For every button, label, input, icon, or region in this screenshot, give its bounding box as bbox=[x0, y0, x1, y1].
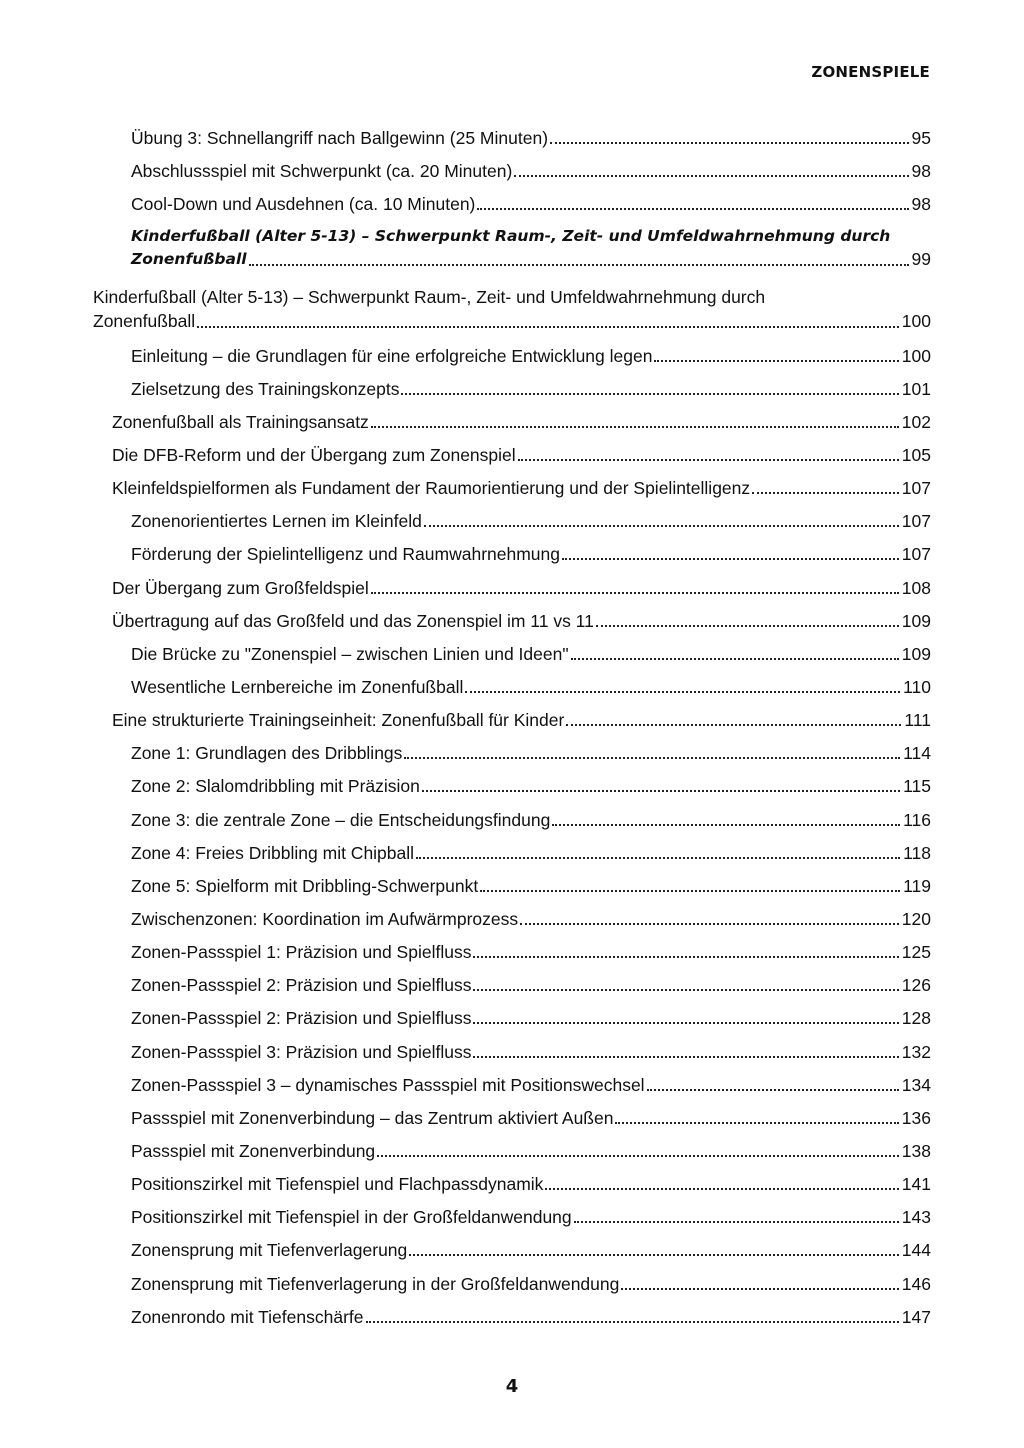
toc-entry-page: 101 bbox=[901, 378, 931, 399]
toc-entry-page: 107 bbox=[901, 478, 931, 499]
toc-entry-title: Kinderfußball (Alter 5-13) – Schwerpunkt Raum-, Zeit- und Umfeldwahrnehmung durch bbox=[131, 227, 891, 246]
toc-entry-title: Positionszirkel mit Tiefenspiel und Flachpassdynamik bbox=[131, 1174, 544, 1195]
toc-entry-title: Zone 2: Slalomdribbling mit Präzision bbox=[131, 776, 420, 797]
dot-leader bbox=[477, 208, 908, 210]
toc-entry-page: 107 bbox=[901, 511, 931, 532]
dot-leader bbox=[473, 956, 898, 958]
toc-entry-page: 146 bbox=[901, 1273, 931, 1294]
toc-entry-title: Einleitung – die Grundlagen für eine erfolgreiche Entwicklung legen bbox=[131, 345, 653, 366]
toc-entry[interactable] bbox=[93, 335, 931, 368]
toc-entry-title: Cool-Down und Ausdehnen (ca. 10 Minuten) bbox=[131, 194, 476, 215]
dot-leader bbox=[377, 1155, 899, 1157]
toc-entry-title: Zonen-Passspiel 2: Präzision und Spielfluss bbox=[131, 1008, 472, 1029]
dot-leader bbox=[366, 1321, 899, 1323]
dot-leader bbox=[562, 558, 899, 560]
toc-entry-page: 128 bbox=[901, 1008, 931, 1029]
toc-entry-page: 102 bbox=[901, 411, 931, 432]
dot-leader bbox=[520, 923, 899, 925]
toc-entry[interactable] bbox=[93, 1297, 931, 1330]
toc-entry-page: 107 bbox=[901, 544, 931, 565]
toc-entry[interactable] bbox=[93, 1230, 931, 1263]
dot-leader bbox=[480, 890, 900, 892]
toc-entry-title: Zone 3: die zentrale Zone – die Entscheidungsfindung bbox=[131, 809, 551, 830]
toc-entry-title: Zonen-Passspiel 3 – dynamisches Passspiel mit Positionswechsel bbox=[131, 1074, 645, 1095]
dot-leader bbox=[514, 175, 908, 177]
toc-entry[interactable] bbox=[93, 799, 931, 832]
toc-entry-page: 100 bbox=[901, 345, 931, 366]
dot-leader bbox=[574, 1221, 899, 1223]
toc-entry-title: Zonenorientiertes Lernen im Kleinfeld bbox=[131, 511, 422, 532]
toc-entry[interactable] bbox=[93, 501, 931, 534]
toc-entry-title: Zone 5: Spielform mit Dribbling-Schwerpunkt bbox=[131, 875, 479, 896]
toc-entry-page: 143 bbox=[901, 1207, 931, 1228]
dot-leader bbox=[424, 525, 899, 527]
toc-entry-page: 109 bbox=[901, 643, 931, 664]
dot-leader bbox=[647, 1089, 899, 1091]
toc-entry-title: Zonen-Passspiel 3: Präzision und Spielfluss bbox=[131, 1041, 472, 1062]
page-number: 4 bbox=[505, 1376, 519, 1397]
toc-entry-title: Kleinfeldspielformen als Fundament der Raumorientierung und der Spielintelligenz bbox=[112, 478, 751, 499]
toc-entry-chapter[interactable] bbox=[93, 273, 931, 335]
toc-entry[interactable] bbox=[93, 534, 931, 567]
toc-entry-page: 120 bbox=[901, 908, 931, 929]
toc-entry-page: 126 bbox=[901, 975, 931, 996]
toc-entry-title: Passspiel mit Zonenverbindung – das Zentrum aktiviert Außen bbox=[131, 1107, 614, 1128]
toc-entry-page: 105 bbox=[901, 444, 931, 465]
toc-entry[interactable] bbox=[93, 932, 931, 965]
toc-entry-page: 132 bbox=[901, 1041, 931, 1062]
toc-entry-title: Die Brücke zu "Zonenspiel – zwischen Linien und Ideen" bbox=[131, 643, 569, 664]
toc-entry-page: 134 bbox=[901, 1074, 931, 1095]
toc-entry-title: Zonenfußball als Trainingsansatz bbox=[112, 411, 369, 432]
toc-entry-page: 144 bbox=[901, 1240, 931, 1261]
dot-leader bbox=[518, 459, 899, 461]
dot-leader bbox=[371, 592, 899, 594]
toc-entry-title: Zone 4: Freies Dribbling mit Chipball bbox=[131, 842, 415, 863]
toc-entry[interactable] bbox=[93, 1131, 931, 1164]
toc-entry[interactable] bbox=[93, 402, 931, 435]
toc-entry[interactable] bbox=[93, 567, 931, 600]
dot-leader bbox=[473, 1022, 898, 1024]
dot-leader bbox=[566, 724, 901, 726]
toc-entry-title: Förderung der Spielintelligenz und Raumwahrnehmung bbox=[131, 544, 561, 565]
toc-entry[interactable] bbox=[93, 965, 931, 998]
toc-entry-title-continued: Zonenfußball bbox=[93, 311, 196, 332]
toc-entry-page: 116 bbox=[903, 809, 931, 830]
dot-leader bbox=[550, 142, 909, 144]
toc-entry-title: Zonensprung mit Tiefenverlagerung bbox=[131, 1240, 408, 1261]
running-header: ZONENSPIELE bbox=[811, 63, 930, 81]
toc-entry-page: 98 bbox=[911, 194, 931, 215]
toc-entry-page: 108 bbox=[901, 577, 931, 598]
dot-leader bbox=[465, 691, 900, 693]
toc-entry-title: Übertragung auf das Großfeld und das Zonenspiel im 11 vs 11 bbox=[112, 610, 594, 631]
toc-entry[interactable] bbox=[93, 667, 931, 700]
toc-entry-title: Zonenrondo mit Tiefenschärfe bbox=[131, 1306, 364, 1327]
dot-leader bbox=[654, 360, 898, 362]
dot-leader bbox=[197, 326, 899, 328]
toc-entry[interactable] bbox=[93, 118, 931, 151]
dot-leader bbox=[473, 989, 898, 991]
toc-entry-page: 118 bbox=[903, 842, 931, 863]
toc-entry[interactable] bbox=[93, 468, 931, 501]
dot-leader bbox=[371, 426, 899, 428]
toc-entry-title: Wesentliche Lernbereiche im Zonenfußball bbox=[131, 676, 464, 697]
toc-entry-page: 99 bbox=[911, 249, 931, 270]
toc-entry[interactable] bbox=[93, 1065, 931, 1098]
toc-entry-title: Eine strukturierte Trainingseinheit: Zonenfußball für Kinder bbox=[112, 710, 565, 731]
toc-entry-page: 109 bbox=[901, 610, 931, 631]
table-of-contents bbox=[93, 118, 931, 1330]
toc-entry[interactable] bbox=[93, 634, 931, 667]
toc-entry-page: 115 bbox=[903, 776, 931, 797]
toc-entry[interactable] bbox=[93, 1031, 931, 1064]
toc-entry-page: 111 bbox=[904, 710, 931, 731]
dot-leader bbox=[473, 1056, 898, 1058]
toc-entry[interactable] bbox=[93, 833, 931, 866]
toc-entry-page: 110 bbox=[903, 676, 931, 697]
toc-entry[interactable] bbox=[93, 998, 931, 1031]
toc-entry[interactable] bbox=[93, 184, 931, 217]
toc-entry-title: Zonen-Passspiel 2: Präzision und Spielfluss bbox=[131, 975, 472, 996]
dot-leader bbox=[404, 757, 900, 759]
dot-leader bbox=[552, 824, 900, 826]
toc-entry-page: 114 bbox=[903, 743, 931, 764]
toc-entry-title: Zone 1: Grundlagen des Dribblings bbox=[131, 743, 403, 764]
toc-entry[interactable] bbox=[93, 733, 931, 766]
dot-leader bbox=[596, 625, 899, 627]
toc-entry-title: Zonensprung mit Tiefenverlagerung in der Großfeldanwendung bbox=[131, 1273, 620, 1294]
toc-entry-page: 100 bbox=[901, 311, 931, 332]
toc-entry[interactable] bbox=[93, 369, 931, 402]
toc-entry[interactable] bbox=[93, 1098, 931, 1131]
toc-entry-title: Positionszirkel mit Tiefenspiel in der Großfeldanwendung bbox=[131, 1207, 572, 1228]
toc-entry[interactable] bbox=[93, 899, 931, 932]
toc-entry-page: 136 bbox=[901, 1107, 931, 1128]
toc-entry-page: 138 bbox=[901, 1140, 931, 1161]
toc-entry-heading[interactable] bbox=[93, 217, 931, 273]
toc-entry-page: 119 bbox=[903, 875, 931, 896]
dot-leader bbox=[621, 1288, 898, 1290]
dot-leader bbox=[249, 264, 909, 266]
dot-leader bbox=[545, 1188, 898, 1190]
dot-leader bbox=[416, 857, 900, 859]
toc-entry-title: Zonen-Passspiel 1: Präzision und Spielfluss bbox=[131, 942, 472, 963]
dot-leader bbox=[422, 790, 900, 792]
toc-entry-page: 141 bbox=[901, 1174, 931, 1195]
toc-entry[interactable] bbox=[93, 766, 931, 799]
toc-entry-title-continued: Zonenfußball bbox=[131, 250, 247, 269]
toc-entry[interactable] bbox=[93, 866, 931, 899]
toc-entry-page: 147 bbox=[901, 1306, 931, 1327]
toc-entry[interactable] bbox=[93, 1164, 931, 1197]
toc-entry[interactable] bbox=[93, 1197, 931, 1230]
toc-entry-page: 125 bbox=[901, 942, 931, 963]
toc-entry[interactable] bbox=[93, 151, 931, 184]
dot-leader bbox=[401, 393, 898, 395]
toc-entry-title: Abschlussspiel mit Schwerpunkt (ca. 20 Minuten) bbox=[131, 161, 513, 182]
toc-entry[interactable] bbox=[93, 1263, 931, 1296]
toc-entry-page: 98 bbox=[911, 161, 931, 182]
toc-entry[interactable] bbox=[93, 435, 931, 468]
dot-leader bbox=[752, 492, 899, 494]
toc-entry-page: 95 bbox=[911, 128, 931, 149]
dot-leader bbox=[409, 1254, 899, 1256]
toc-entry[interactable] bbox=[93, 700, 931, 733]
dot-leader bbox=[615, 1122, 898, 1124]
dot-leader bbox=[571, 658, 899, 660]
toc-entry-title: Zielsetzung des Trainingskonzepts bbox=[131, 378, 400, 399]
toc-entry-title: Kinderfußball (Alter 5-13) – Schwerpunkt Raum-, Zeit- und Umfeldwahrnehmung durch bbox=[93, 287, 766, 308]
toc-entry-title: Der Übergang zum Großfeldspiel bbox=[112, 577, 369, 598]
toc-entry[interactable] bbox=[93, 601, 931, 634]
toc-entry-title: Passspiel mit Zonenverbindung bbox=[131, 1140, 376, 1161]
toc-entry-title: Übung 3: Schnellangriff nach Ballgewinn (25 Minuten) bbox=[131, 128, 549, 149]
toc-entry-title: Zwischenzonen: Koordination im Aufwärmprozess bbox=[131, 908, 519, 929]
toc-entry-title: Die DFB-Reform und der Übergang zum Zonenspiel bbox=[112, 444, 516, 465]
